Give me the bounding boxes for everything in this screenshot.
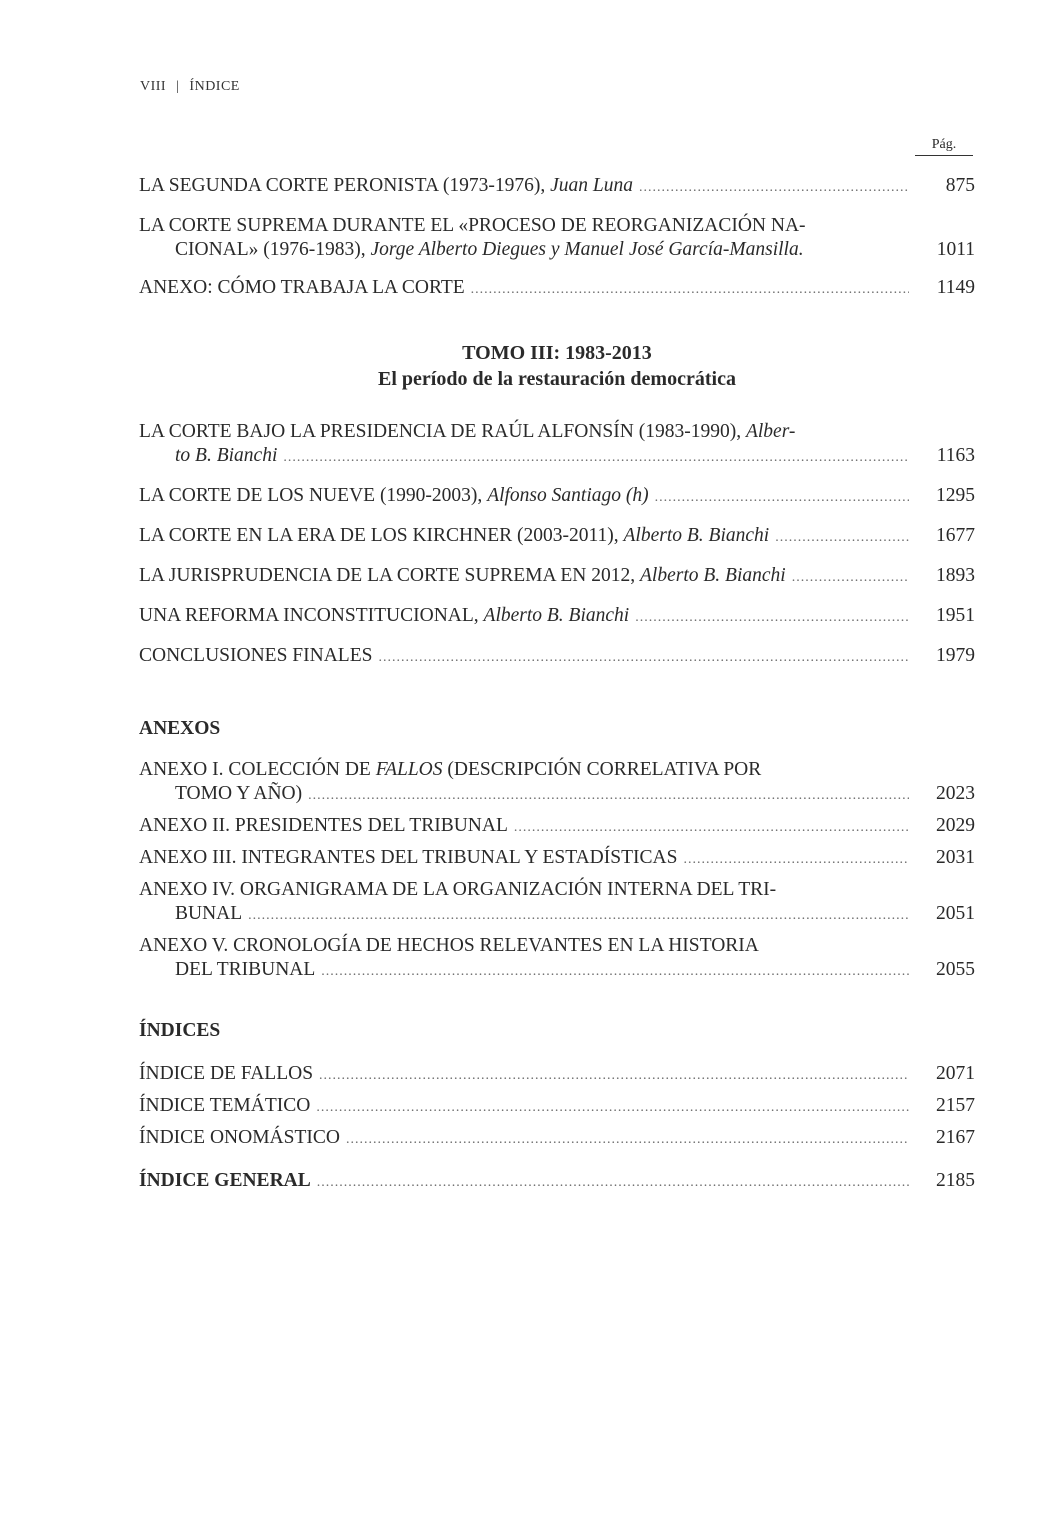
- toc-group-indices: [139, 1020, 975, 1195]
- entry-title-cont: TOMO Y AÑO): [175, 783, 303, 804]
- toc-entry[interactable]: [139, 214, 975, 262]
- dot-leader: [321, 958, 909, 984]
- page-number: VIII: [140, 79, 167, 94]
- entry-page: 2051: [936, 903, 975, 924]
- entry-title: ÍNDICE GENERAL: [139, 1170, 311, 1191]
- tomo-subtitle: El período de la restauración democrática: [378, 368, 736, 390]
- section-heading-anexos: ANEXOS: [139, 718, 221, 739]
- toc-entry[interactable]: [139, 1062, 975, 1088]
- entry-title: LA SEGUNDA CORTE PERONISTA (1973-1976),: [139, 175, 546, 196]
- dot-leader: [317, 1169, 909, 1195]
- toc-entry[interactable]: [139, 604, 975, 630]
- dot-leader: [308, 782, 909, 808]
- entry-page: 2157: [936, 1095, 975, 1116]
- entry-author: Alberto B. Bianchi: [623, 525, 770, 546]
- pag-column-label: Pág.: [915, 137, 973, 156]
- toc-entry[interactable]: [139, 1169, 975, 1195]
- dot-leader: [316, 1094, 909, 1120]
- tomo3-heading: [139, 340, 975, 392]
- toc-entry[interactable]: [139, 644, 975, 670]
- entry-title: ÍNDICE ONOMÁSTICO: [139, 1127, 340, 1148]
- entry-title: ANEXO V. CRONOLOGÍA DE HECHOS RELEVANTES EN LA HISTORIA: [139, 935, 759, 956]
- section-heading-indices: ÍNDICES: [139, 1020, 221, 1041]
- entry-page: 2055: [936, 959, 975, 980]
- entry-title: ANEXO III. INTEGRANTES DEL TRIBUNAL Y ESTADÍSTICAS: [139, 847, 678, 868]
- dot-leader: [683, 846, 909, 872]
- toc-entry[interactable]: [139, 1094, 975, 1120]
- entry-title: UNA REFORMA INCONSTITUCIONAL,: [139, 605, 479, 626]
- toc-entry[interactable]: [139, 934, 975, 984]
- entry-title: LA JURISPRUDENCIA DE LA CORTE SUPREMA EN 2012,: [139, 565, 636, 586]
- toc-entry[interactable]: [139, 484, 975, 510]
- tomo-title: TOMO III: 1983-2013: [462, 342, 652, 364]
- entry-page: 2185: [936, 1170, 975, 1191]
- entry-author: Alberto B. Bianchi: [640, 565, 786, 586]
- entry-page: 875: [945, 175, 975, 196]
- toc-entry[interactable]: [139, 564, 975, 590]
- dot-leader: [792, 564, 909, 590]
- entry-title: ANEXO: CÓMO TRABAJA LA CORTE: [139, 277, 465, 298]
- entry-page: 1295: [936, 485, 975, 506]
- entry-title-cont: DEL TRIBUNAL: [175, 959, 316, 980]
- entry-title: ÍNDICE TEMÁTICO: [139, 1095, 311, 1116]
- dot-leader: [283, 444, 909, 470]
- toc-group-anexos: [139, 718, 975, 984]
- entry-title: ANEXO IV. ORGANIGRAMA DE LA ORGANIZACIÓN INTERNA DEL TRI-: [139, 879, 777, 900]
- running-head-title: ÍNDICE: [189, 79, 240, 94]
- entry-page: 2023: [936, 783, 975, 804]
- entry-page: 2031: [936, 847, 975, 868]
- dot-leader: [471, 276, 909, 302]
- entry-author: Jorge Alberto Diegues y Manuel José García-Mansilla.: [370, 239, 804, 260]
- running-head-separator: |: [176, 79, 180, 94]
- toc-entry[interactable]: [139, 174, 975, 200]
- entry-title: LA CORTE DE LOS NUEVE (1990-2003),: [139, 485, 483, 506]
- entry-title-rest: (DESCRIPCIÓN CORRELATIVA POR: [447, 759, 762, 780]
- entry-title: LA CORTE BAJO LA PRESIDENCIA DE RAÚL ALFONSÍN (1983-1990),: [139, 421, 742, 442]
- dot-leader: [655, 484, 909, 510]
- dot-leader: [639, 174, 909, 200]
- entry-author: Alberto B. Bianchi: [483, 605, 630, 626]
- entry-page: 1149: [936, 277, 975, 298]
- toc-entry[interactable]: [139, 420, 975, 470]
- dot-leader: [514, 814, 909, 840]
- toc-group-tomo3: [139, 420, 975, 670]
- toc-entry[interactable]: [139, 1126, 975, 1152]
- entry-title: ANEXO II. PRESIDENTES DEL TRIBUNAL: [139, 815, 508, 836]
- dot-leader: [635, 604, 909, 630]
- toc-entry[interactable]: [139, 758, 975, 808]
- toc-entry[interactable]: [139, 814, 975, 840]
- entry-author-cont: to B. Bianchi: [175, 445, 278, 466]
- entry-title: CONCLUSIONES FINALES: [139, 645, 373, 666]
- toc-entry[interactable]: [139, 878, 975, 928]
- dot-leader: [378, 644, 909, 670]
- entry-title: LA CORTE EN LA ERA DE LOS KIRCHNER (2003-2011),: [139, 525, 619, 546]
- entry-page: 2029: [936, 815, 975, 836]
- entry-title-cont: CIONAL» (1976-1983),: [175, 239, 366, 260]
- toc-entry[interactable]: [139, 524, 975, 550]
- toc-group-tomo2-end: [139, 174, 975, 302]
- running-head: [140, 79, 240, 95]
- entry-title: ANEXO I. COLECCIÓN DE: [139, 759, 371, 780]
- dot-leader: [319, 1062, 909, 1088]
- entry-author: Alfonso Santiago (h): [487, 485, 649, 506]
- entry-page: 1951: [936, 605, 975, 626]
- entry-page: 1163: [936, 445, 975, 466]
- entry-author: Juan Luna: [550, 175, 633, 196]
- toc-entry[interactable]: [139, 276, 975, 302]
- entry-title: ÍNDICE DE FALLOS: [139, 1063, 314, 1084]
- entry-title: LA CORTE SUPREMA DURANTE EL «PROCESO DE REORGANIZACIÓN NA-: [139, 215, 806, 236]
- entry-page: 2071: [936, 1063, 975, 1084]
- entry-page: 1677: [936, 525, 975, 546]
- entry-title-cont: BUNAL: [175, 903, 243, 924]
- entry-page: 1011: [936, 239, 975, 260]
- entry-page: 1979: [936, 645, 975, 666]
- dot-leader: [775, 524, 909, 550]
- dot-leader: [346, 1126, 909, 1152]
- entry-title-italic: FALLOS: [375, 759, 443, 780]
- entry-page: 2167: [936, 1127, 975, 1148]
- entry-page: 1893: [936, 565, 975, 586]
- entry-author: Alber-: [745, 421, 796, 442]
- dot-leader: [248, 902, 909, 928]
- toc-entry[interactable]: [139, 846, 975, 872]
